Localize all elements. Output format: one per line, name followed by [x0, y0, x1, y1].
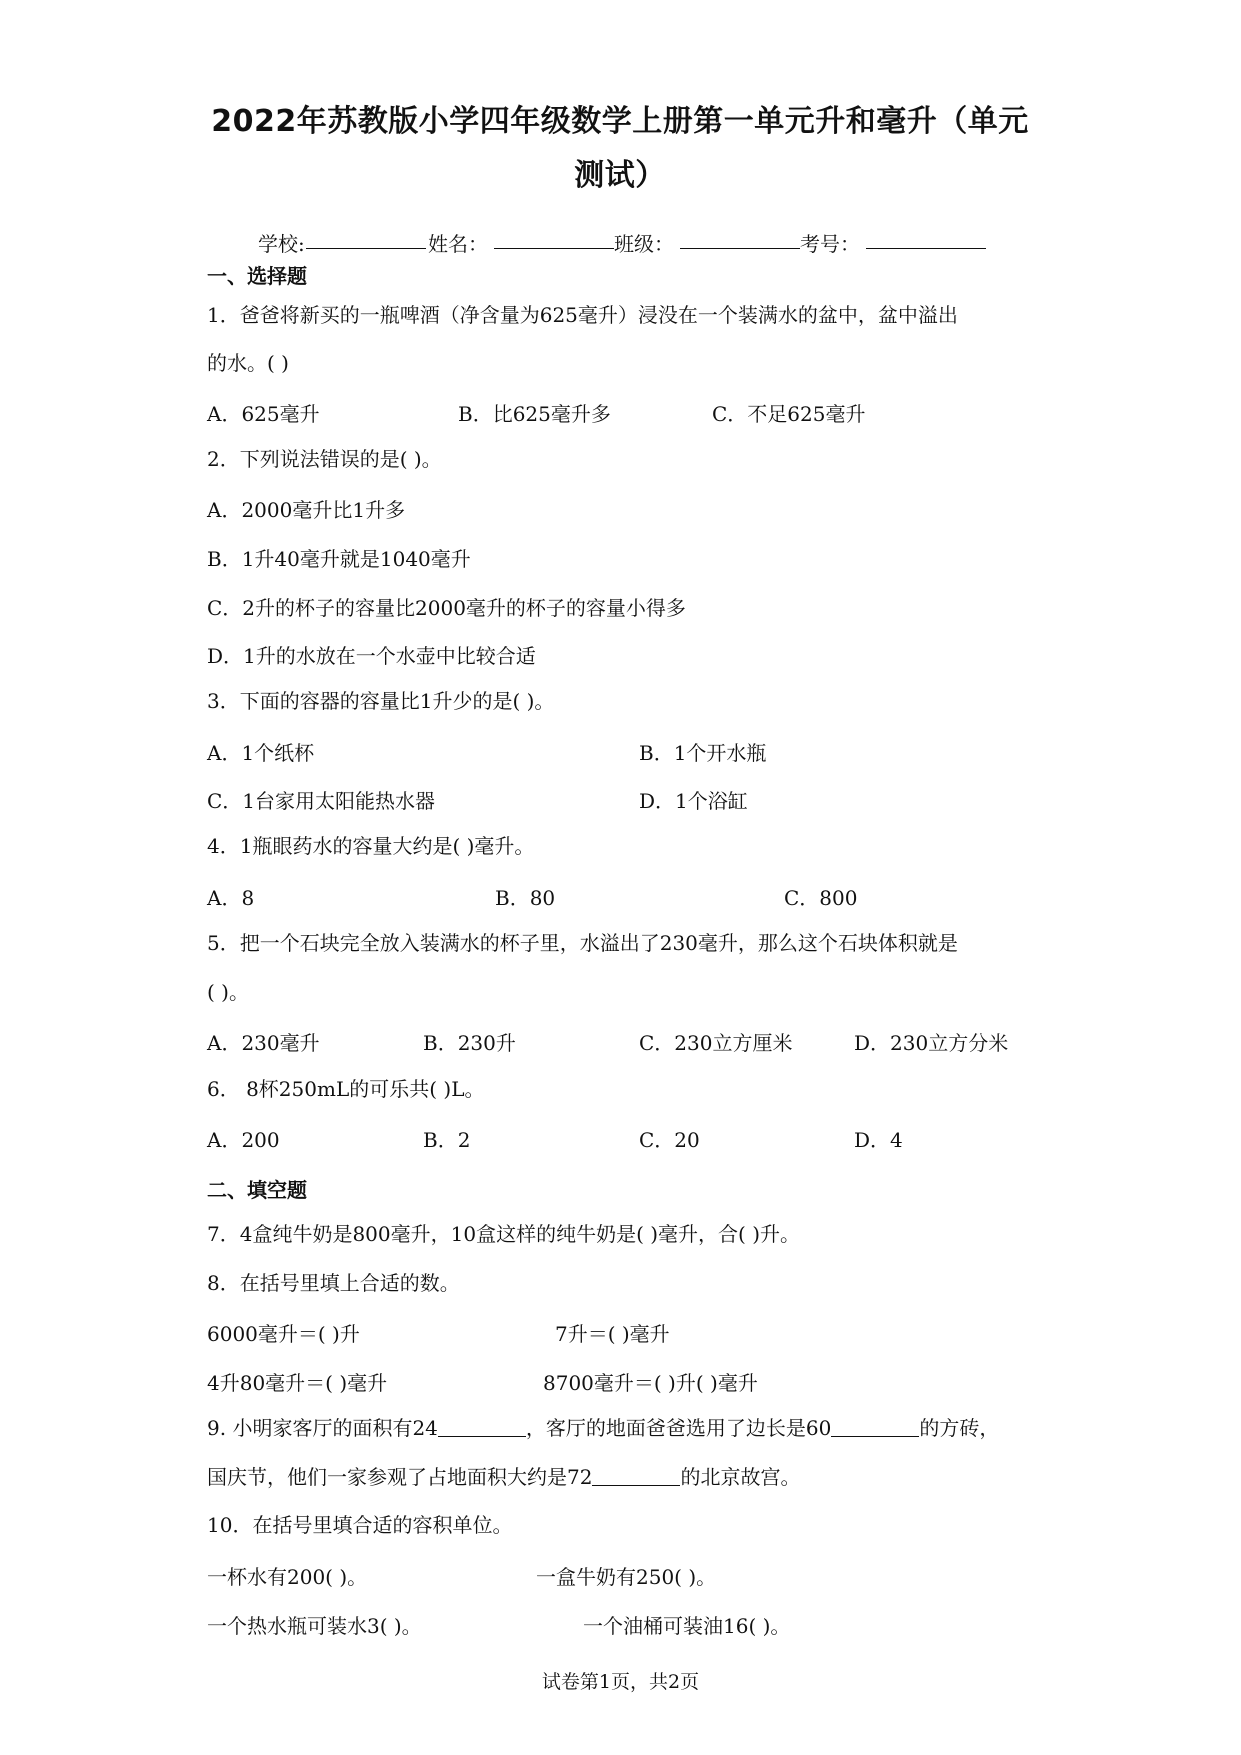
class-field[interactable] [680, 228, 800, 252]
q10-item-4: 一个油桶可装油16( )。 [583, 1614, 791, 1638]
q8-item-2: 7升＝( )毫升 [555, 1322, 670, 1346]
exam-no-field[interactable] [866, 228, 986, 252]
q9-blank-1[interactable] [438, 1416, 526, 1437]
q6-option-d[interactable]: D．4 [854, 1128, 903, 1152]
page-footer: 试卷第1页，共2页 [541, 1671, 700, 1693]
q3-option-a[interactable]: A．1个纸杯 [207, 741, 315, 765]
q4-option-b[interactable]: B．80 [495, 886, 556, 910]
question-2-stem: 2．下列说法错误的是( )。 [207, 447, 442, 471]
q3-option-b[interactable]: B．1个开水瓶 [639, 741, 767, 765]
section-heading-fill-blank: 二、填空题 [207, 1178, 307, 1202]
question-7: 7．4盒纯牛奶是800毫升，10盒这样的纯牛奶是( )毫升，合( )升。 [207, 1222, 800, 1246]
question-5-line-2: ( )。 [207, 980, 249, 1004]
q5-option-a[interactable]: A．230毫升 [207, 1031, 320, 1055]
question-3-stem: 3．下面的容器的容量比1升少的是( )。 [207, 689, 555, 713]
q5-option-b[interactable]: B．230升 [423, 1031, 516, 1055]
q4-option-c[interactable]: C．800 [784, 886, 858, 910]
q2-option-c[interactable]: C．2升的杯子的容量比2000毫升的杯子的容量小得多 [207, 596, 686, 620]
name-label: 姓名： [428, 232, 488, 256]
question-1-line-1: 1．爸爸将新买的一瓶啤酒（净含量为625毫升）浸没在一个装满水的盆中，盆中溢出 [207, 303, 958, 327]
q3-option-d[interactable]: D．1个浴缸 [639, 789, 748, 813]
name-field[interactable] [494, 228, 614, 252]
q9-text-3: 的方砖， [919, 1416, 1000, 1440]
q9-text-1: 9. 小明家客厅的面积有24 [207, 1416, 438, 1440]
question-6-stem: 6． 8杯250mL的可乐共( )L。 [207, 1077, 485, 1101]
q6-option-a[interactable]: A．200 [207, 1128, 280, 1152]
q9-text-2: ，客厅的地面爸爸选用了边长是60 [525, 1416, 832, 1440]
school-label: 学校: [258, 232, 305, 256]
q6-option-c[interactable]: C．20 [639, 1128, 700, 1152]
q9-blank-2[interactable] [831, 1416, 919, 1437]
q4-option-a[interactable]: A．8 [207, 886, 255, 910]
question-9-line-2 [207, 1464, 800, 1490]
exam-no-label: 考号： [800, 232, 860, 256]
question-1-line-2: 的水。( ) [207, 351, 289, 375]
question-4-stem: 4．1瓶眼药水的容量大约是( )毫升。 [207, 834, 535, 858]
class-label: 班级： [614, 232, 674, 256]
q8-item-3: 4升80毫升＝( )毫升 [207, 1371, 388, 1395]
q5-option-d[interactable]: D．230立方分米 [854, 1031, 1009, 1055]
question-5-line-1: 5．把一个石块完全放入装满水的杯子里，水溢出了230毫升，那么这个石块体积就是 [207, 931, 958, 955]
q10-item-2: 一盒牛奶有250( )。 [536, 1565, 717, 1589]
q2-option-b[interactable]: B．1升40毫升就是1040毫升 [207, 547, 471, 571]
q9-text-5: 的北京故宫。 [680, 1465, 801, 1489]
q1-option-a[interactable]: A．625毫升 [207, 402, 320, 426]
question-10-stem: 10．在括号里填合适的容积单位。 [207, 1513, 513, 1537]
q3-option-c[interactable]: C．1台家用太阳能热水器 [207, 789, 436, 813]
q10-item-3: 一个热水瓶可装水3( )。 [207, 1614, 422, 1638]
question-9-line-1 [207, 1415, 999, 1441]
q10-item-1: 一杯水有200( )。 [207, 1565, 368, 1589]
question-8-stem: 8．在括号里填上合适的数。 [207, 1271, 460, 1295]
page-title-line-2: 测试） [574, 158, 666, 193]
q9-text-4: 国庆节，他们一家参观了占地面积大约是72 [207, 1465, 593, 1489]
q2-option-d[interactable]: D．1升的水放在一个水壶中比较合适 [207, 644, 536, 668]
page-title-line-1: 2022年苏教版小学四年级数学上册第一单元升和毫升（单元 [211, 104, 1029, 139]
q9-blank-3[interactable] [592, 1465, 680, 1486]
q2-option-a[interactable]: A．2000毫升比1升多 [207, 498, 406, 522]
q5-option-c[interactable]: C．230立方厘米 [639, 1031, 793, 1055]
q8-item-4: 8700毫升＝( )升( )毫升 [543, 1371, 758, 1395]
q1-option-c[interactable]: C．不足625毫升 [712, 402, 866, 426]
section-heading-choice: 一、选择题 [207, 264, 307, 288]
school-field[interactable] [306, 228, 426, 252]
q6-option-b[interactable]: B．2 [423, 1128, 471, 1152]
q1-option-b[interactable]: B．比625毫升多 [458, 402, 611, 426]
q8-item-1: 6000毫升＝( )升 [207, 1322, 360, 1346]
